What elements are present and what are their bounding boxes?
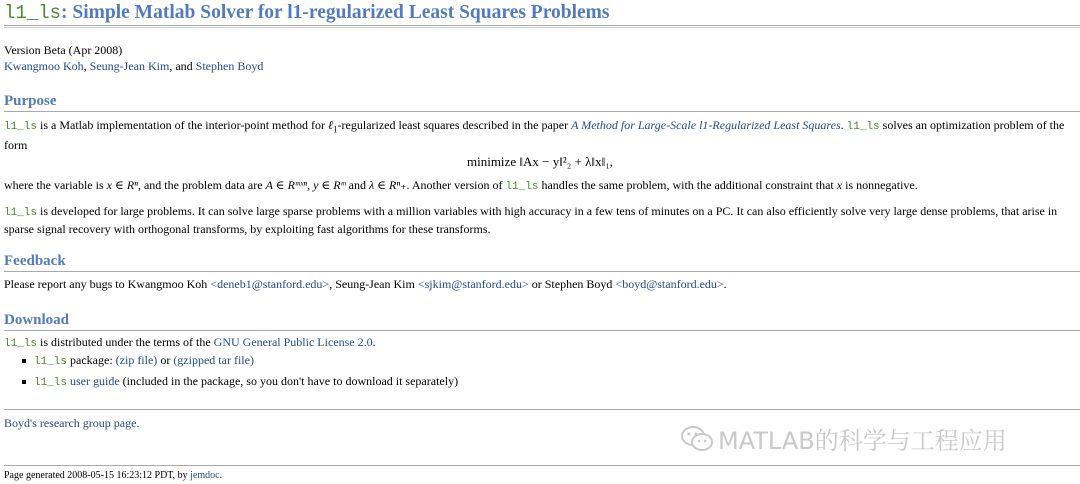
email-link-koh[interactable]: <deneb1@stanford.edu> xyxy=(210,277,330,291)
title-text: : Simple Matlab Solver for l1-regularized Least Squares Problems xyxy=(61,2,610,23)
formula: minimize ‖Ax − y‖²₂ + λ‖x‖₁, xyxy=(466,154,613,169)
author-link-koh[interactable]: Kwangmoo Koh xyxy=(4,59,84,73)
code-l1ls: l1_ls xyxy=(4,207,38,219)
watermark xyxy=(680,421,1007,459)
code-l1ls: l1_ls xyxy=(4,121,38,133)
feedback-rule xyxy=(4,271,1080,272)
title-code: l1_ls xyxy=(4,2,62,24)
feedback-line: Please report any bugs to Kwangmoo Koh <deneb1@stanford.edu>, Seung-Jean Kim <sjkim@stanford.edu> or Stephen Boyd <boyd@stanford.edu>. xyxy=(4,277,727,291)
paper-link[interactable]: A Method for Large-Scale l1-Regularized Least Squares xyxy=(571,118,841,132)
tar-file-link[interactable]: (gzipped tar file) xyxy=(173,353,254,367)
purpose-heading: Purpose xyxy=(4,93,57,109)
group-page-link[interactable]: Boyd's research group page. xyxy=(4,416,140,430)
email-link-kim[interactable]: <sjkim@stanford.edu> xyxy=(417,277,529,291)
list-item: l1_ls package: (zip file) or (gzipped tar file) xyxy=(22,351,458,372)
group-rule xyxy=(4,409,1080,410)
license-link[interactable]: GNU General Public License 2.0 xyxy=(213,335,373,349)
download-heading: Download xyxy=(4,312,70,328)
bullet-icon xyxy=(22,380,26,384)
list-item: l1_ls user guide (included in the package, so you don't have to download it separately) xyxy=(22,372,458,393)
purpose-paragraph-3: l1_ls is developed for large problems. It can solve large sparse problems with a million variables with high accuracy in a few tens of minutes on a PC. It can also efficiently solve very large dense problems, that arise in sparse signal recovery with orthogonal transforms, by exploiting fast algorithms for these transforms. xyxy=(4,204,1058,236)
author-link-boyd[interactable]: Stephen Boyd xyxy=(195,59,264,73)
license-line: l1_ls is distributed under the terms of the GNU General Public License 2.0. xyxy=(4,335,376,350)
code-l1ls: l1_ls xyxy=(34,356,68,368)
download-list xyxy=(22,351,458,393)
authors-line: Kwangmoo Koh, Seung-Jean Kim, and Stephen Boyd xyxy=(4,59,264,73)
wechat-icon xyxy=(680,425,714,459)
watermark-text: MATLAB的科学与工程应用 xyxy=(718,427,1007,455)
purpose-paragraph-2: where the variable is x ∈ Rⁿ, and the problem data are A ∈ Rᵐˣⁿ, y ∈ Rᵐ and λ ∈ Rⁿ₊. Another version of l1_ls handles the same problem, with the additional constraint that x is nonnegative. xyxy=(4,178,918,193)
download-rule xyxy=(4,330,1080,331)
footer: Page generated 2008-05-15 16:23:12 PDT, by jemdoc. xyxy=(4,470,223,481)
version-line: Version Beta (Apr 2008) xyxy=(4,43,123,57)
purpose-rule xyxy=(4,111,1080,112)
title-rule xyxy=(4,25,1080,28)
bullet-icon xyxy=(22,359,26,363)
code-l1ls: l1_ls xyxy=(4,338,38,350)
email-link-boyd[interactable]: <boyd@stanford.edu> xyxy=(615,277,724,291)
page-title xyxy=(4,0,610,24)
zip-file-link[interactable]: (zip file) xyxy=(115,353,158,367)
code-l1ls: l1_ls xyxy=(505,181,539,193)
feedback-heading: Feedback xyxy=(4,253,66,269)
purpose-paragraph-1: l1_ls is a Matlab implementation of the interior-point method for ℓ$_1$-regularized least squares described in the paper A Method for Large-Scale l1-Regularized Least Squares. l1_ls solves an optimization problem of the form xyxy=(4,118,1065,153)
author-link-kim[interactable]: Seung-Jean Kim xyxy=(89,59,170,73)
user-guide-link[interactable]: l1_ls user guide xyxy=(34,374,120,389)
code-l1ls: l1_ls xyxy=(846,121,880,133)
footer-rule xyxy=(4,465,1080,466)
jemdoc-link[interactable]: jemdoc xyxy=(190,470,220,481)
